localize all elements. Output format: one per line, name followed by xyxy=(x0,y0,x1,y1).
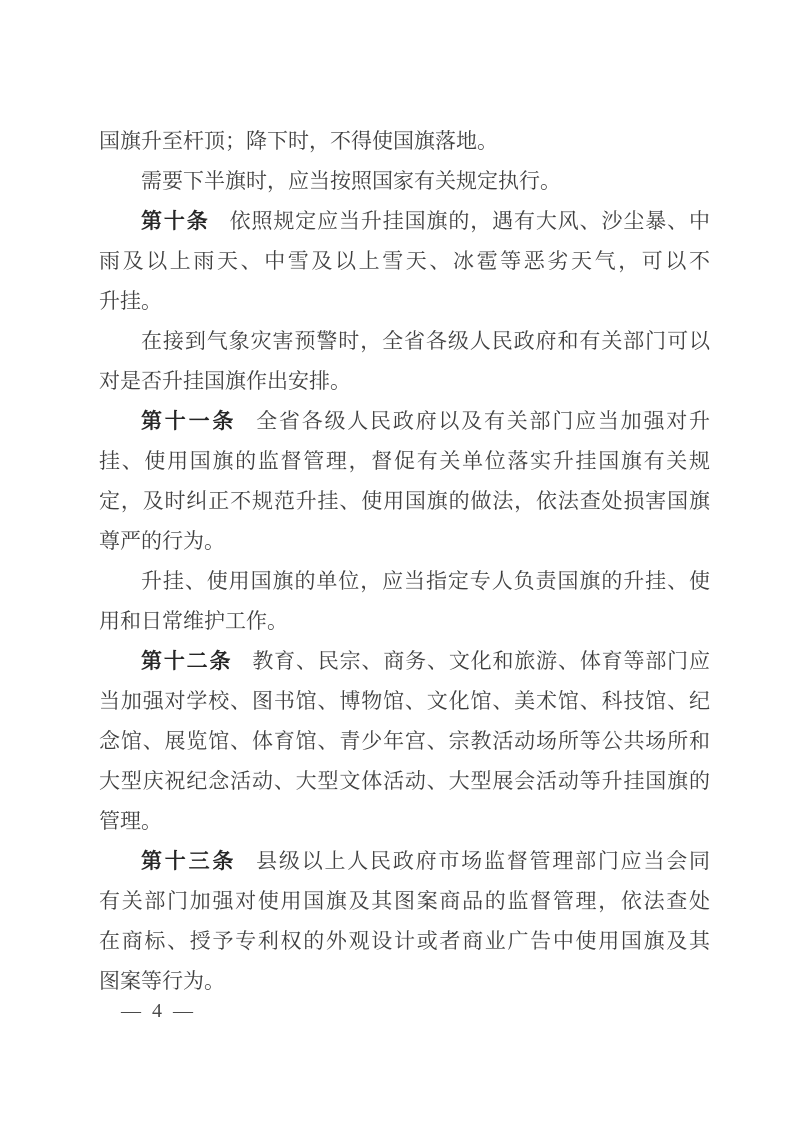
article-number-heading: 第十一条 xyxy=(141,410,237,433)
article-text: 县级以上人民政府市场监督管理部门应当会同 xyxy=(256,849,711,873)
text-line: 挂、使用国旗的监督管理，督促有关单位落实升挂国旗有关规 xyxy=(99,449,710,473)
text-line: 定，及时纠正不规范升挂、使用国旗的做法，依法查处损害国旗 xyxy=(99,489,710,513)
text-line: 国旗升至杆顶；降下时，不得使国旗落地。 xyxy=(99,129,498,153)
text-line: 升挂、使用国旗的单位，应当指定专人负责国旗的升挂、使 xyxy=(141,569,710,593)
article-number-heading: 第十条 xyxy=(141,210,210,233)
article-number-heading: 第十二条 xyxy=(141,650,233,673)
text-line: 在接到气象灾害预警时，全省各级人民政府和有关部门可以 xyxy=(141,329,710,353)
text-line: 图案等行为。 xyxy=(99,969,225,993)
text-line: 对是否升挂国旗作出安排。 xyxy=(99,369,351,393)
text-line: 尊严的行为。 xyxy=(99,529,225,553)
page-number: — 4 — xyxy=(121,1000,196,1022)
document-body xyxy=(99,121,710,1001)
article-line xyxy=(99,401,710,441)
article-line xyxy=(99,641,710,681)
article-line xyxy=(99,841,710,881)
text-line: 用和日常维护工作。 xyxy=(99,609,288,633)
text-line: 当加强对学校、图书馆、博物馆、文化馆、美术馆、科技馆、纪 xyxy=(99,689,710,713)
text-line: 升挂。 xyxy=(99,289,162,313)
text-line: 雨及以上雨天、中雪及以上雪天、冰雹等恶劣天气，可以不 xyxy=(99,249,710,273)
article-text: 全省各级人民政府以及有关部门应当加强对升 xyxy=(256,409,711,433)
article-text: 依照规定应当升挂国旗的，遇有大风、沙尘暴、中 xyxy=(229,209,710,233)
article-number-heading: 第十三条 xyxy=(141,850,237,873)
text-line: 念馆、展览馆、体育馆、青少年宫、宗教活动场所等公共场所和 xyxy=(99,729,710,753)
article-line xyxy=(99,201,710,241)
text-line: 大型庆祝纪念活动、大型文体活动、大型展会活动等升挂国旗的 xyxy=(99,769,710,793)
text-line: 需要下半旗时，应当按照国家有关规定执行。 xyxy=(141,169,561,193)
text-line: 有关部门加强对使用国旗及其图案商品的监督管理，依法查处 xyxy=(99,889,710,913)
text-line: 管理。 xyxy=(99,809,162,833)
text-line: 在商标、授予专利权的外观设计或者商业广告中使用国旗及其 xyxy=(99,929,710,953)
article-text: 教育、民宗、商务、文化和旅游、体育等部门应 xyxy=(252,649,711,673)
